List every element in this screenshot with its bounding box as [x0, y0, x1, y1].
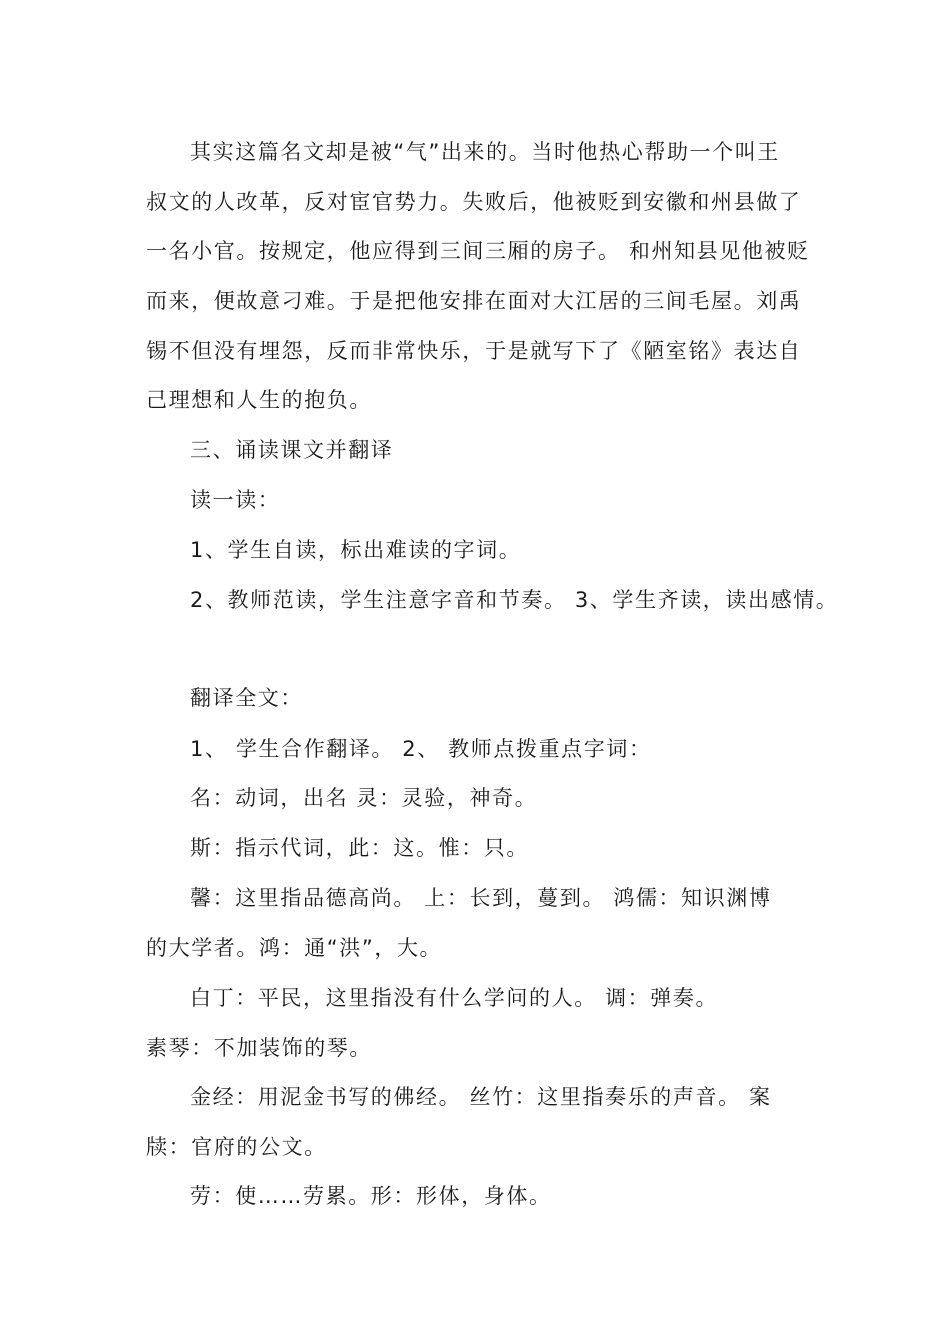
paragraph-line: 叔文的人改革，反对宦官势力。失败后，他被贬到安徽和州县做了	[146, 190, 802, 214]
section-heading: 三、诵读课文并翻译	[190, 438, 394, 462]
glossary-line: 名：动词，出名 灵：灵验，神奇。	[190, 786, 538, 810]
glossary-line: 斯：指示代词，此：这。惟：只。	[190, 836, 529, 860]
paragraph-line: 锡不但没有埋怨，反而非常快乐，于是就写下了《陋室铭》表达自	[146, 339, 802, 363]
subheading-read: 读一读：	[190, 488, 281, 512]
paragraph-line: 其实这篇名文却是被“气”出来的。当时他热心帮助一个叫王	[190, 140, 780, 164]
glossary-line: 白丁：平民，这里指没有什么学问的人。 调：弹奏。	[190, 986, 719, 1010]
list-item: 1、 学生合作翻译。 2、 教师点拨重点字词：	[190, 737, 652, 761]
glossary-line: 馨：这里指品德高尚。 上：长到，蔓到。 鸿儒：知识渊博	[190, 886, 772, 910]
subheading-translate: 翻译全文：	[190, 686, 303, 710]
glossary-line: 的大学者。鸿：通“洪”，大。	[146, 936, 443, 960]
paragraph-line: 己理想和人生的抱负。	[146, 388, 372, 412]
list-item: 2、教师范读，学生注意字音和节奏。 3、学生齐读，读出感情。	[190, 588, 839, 612]
paragraph-line: 而来，便故意刁难。于是把他安排在面对大江居的三间毛屋。刘禹	[146, 289, 802, 313]
paragraph-line: 一名小官。按规定，他应得到三间三厢的房子。 和州知县见他被贬	[146, 239, 810, 263]
glossary-line: 金经：用泥金书写的佛经。 丝竹：这里指奏乐的声音。 案	[190, 1085, 772, 1109]
list-item: 1、学生自读，标出难读的字词。	[190, 538, 522, 562]
glossary-line: 牍：官府的公文。	[146, 1135, 327, 1159]
glossary-line: 素琴：不加装饰的琴。	[146, 1036, 372, 1060]
glossary-line: 劳：使……劳累。形：形体，身体。	[190, 1184, 552, 1208]
